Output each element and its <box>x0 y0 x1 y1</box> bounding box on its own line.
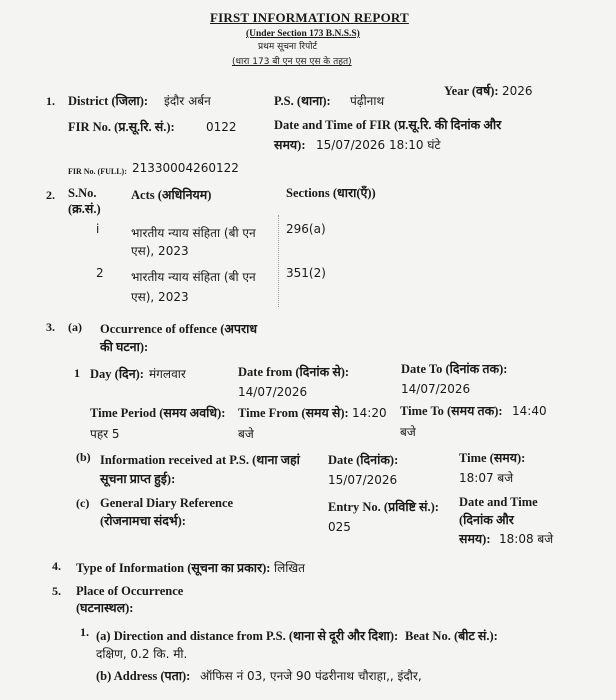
act-row-2-name: भारतीय न्याय संहिता (बी एन <box>131 270 256 284</box>
place-item-number: 1. <box>80 625 89 639</box>
section-3-number: 3. <box>46 320 55 334</box>
time-period-label: Time Period (समय अवधि): <box>90 406 226 420</box>
time-from-value: 14:20 <box>352 406 387 420</box>
section-4-number: 4. <box>52 559 61 573</box>
section-3b-marker: (b) <box>76 450 91 464</box>
act-row-2-sno: 2 <box>96 266 104 280</box>
report-subtitle-hindi: (धारा 173 बी एन एस एस के तहत) <box>232 57 352 67</box>
gd-datetime-label: Date and Time <box>459 495 538 509</box>
district-value: इंदौर अर्बन <box>164 94 211 108</box>
report-subtitle: (Under Section 173 B.N.S.S) <box>246 29 360 39</box>
fir-number-value: 0122 <box>206 120 237 134</box>
beat-number-label: Beat No. (बीट सं.): <box>405 629 498 643</box>
direction-label: (a) Direction and distance from P.S. (थाना से दूरी और दिशा): <box>96 629 399 643</box>
address-value: ऑफिस नं 03, एनजे 90 पंढरीनाथ चौराहा,, इंदौर, <box>200 669 422 683</box>
fir-full-label: FIR No. (FULL): <box>68 167 127 176</box>
time-to-value: 14:40 <box>512 404 547 418</box>
police-station-label: P.S. (थाना): <box>274 94 331 108</box>
sections-header: Sections (धारा(एँ)) <box>286 186 376 200</box>
info-time-value: 18:07 बजे <box>459 471 514 485</box>
info-type-value: लिखित <box>274 561 306 575</box>
time-to-unit: बजे <box>400 425 416 439</box>
gd-datetime-label-cont2: समय): <box>459 532 491 546</box>
entry-number-label: Entry No. (प्रविष्टि सं.): <box>328 500 439 514</box>
report-title: FIRST INFORMATION REPORT <box>210 10 409 25</box>
report-title-hindi: प्रथम सूचना रिपोर्ट <box>258 42 318 52</box>
info-date-value: 15/07/2026 <box>328 473 398 487</box>
info-type-label: Type of Information (सूचना का प्रकार): <box>76 561 271 575</box>
date-to-label: Date To (दिनांक तक): <box>401 362 508 376</box>
gd-datetime-value: 18:08 बजे <box>499 532 554 546</box>
date-from-label: Date from (दिनांक से): <box>238 365 350 379</box>
date-to-value: 14/07/2026 <box>401 382 471 396</box>
time-from-unit: बजे <box>238 427 254 441</box>
time-to-label: Time To (समय तक): <box>400 404 503 418</box>
gd-datetime-label-cont: (दिनांक और <box>459 513 514 527</box>
section-1-number: 1. <box>46 94 55 108</box>
act-row-2-section: 351(2) <box>286 266 326 280</box>
sno-header: S.No. <box>68 186 97 200</box>
entry-number-value: 025 <box>328 520 351 534</box>
info-received-label-cont: सूचना प्राप्त हुई): <box>100 472 176 486</box>
day-label: Day (दिन): <box>90 367 144 381</box>
section-3c-marker: (c) <box>76 496 90 510</box>
fir-datetime-value: 15/07/2026 18:10 घंटे <box>316 138 441 152</box>
fir-datetime-label: Date and Time of FIR (प्र.सू.रि. की दिनांक और <box>274 118 502 132</box>
place-label: Place of Occurrence <box>76 584 184 598</box>
section-2-number: 2. <box>46 188 55 202</box>
direction-value: दक्षिण, 0.2 कि. मी. <box>96 647 188 661</box>
occurrence-item-number: 1 <box>74 366 80 380</box>
date-from-value: 14/07/2026 <box>238 385 308 399</box>
year-label: Year (वर्ष): <box>444 84 499 98</box>
act-row-1-name-cont: एस), 2023 <box>131 244 189 258</box>
section-5-number: 5. <box>52 584 61 598</box>
occurrence-label: Occurrence of offence (अपराध <box>100 322 258 336</box>
fir-full-value: 21330004260122 <box>132 161 239 175</box>
police-station-value: पंढ़ीनाथ <box>350 94 385 108</box>
time-period-value: पहर 5 <box>90 427 120 441</box>
info-date-label: Date (दिनांक): <box>328 453 399 467</box>
info-time-label: Time (समय): <box>459 451 526 465</box>
occurrence-label-cont: की घटना): <box>100 340 149 354</box>
place-label-cont: (घटनास्थल): <box>76 601 134 615</box>
act-row-2-name-cont: एस), 2023 <box>131 290 189 304</box>
general-diary-label: General Diary Reference <box>100 496 234 510</box>
section-3a-marker: (a) <box>68 320 82 334</box>
act-row-1-section: 296(a) <box>286 222 326 236</box>
sno-header-hindi: (क्र.सं.) <box>68 202 101 216</box>
day-value: मंगलवार <box>149 367 186 381</box>
act-row-1-sno: i <box>96 222 100 236</box>
fir-number-label: FIR No. (प्र.सू.रि. सं.): <box>68 120 175 134</box>
general-diary-label-cont: (रोजनामचा संदर्भ): <box>100 514 186 528</box>
address-label: (b) Address (पता): <box>96 669 191 683</box>
act-row-1-name: भारतीय न्याय संहिता (बी एन <box>131 226 256 240</box>
time-from-label: Time From (समय से): <box>238 406 349 420</box>
year-value: 2026 <box>502 84 533 98</box>
info-received-label: Information received at P.S. (थाना जहां <box>100 453 300 467</box>
district-label: District (जिला): <box>68 94 149 108</box>
acts-header: Acts (अधिनियम) <box>131 188 212 202</box>
fir-datetime-label-cont: समय): <box>274 138 306 152</box>
